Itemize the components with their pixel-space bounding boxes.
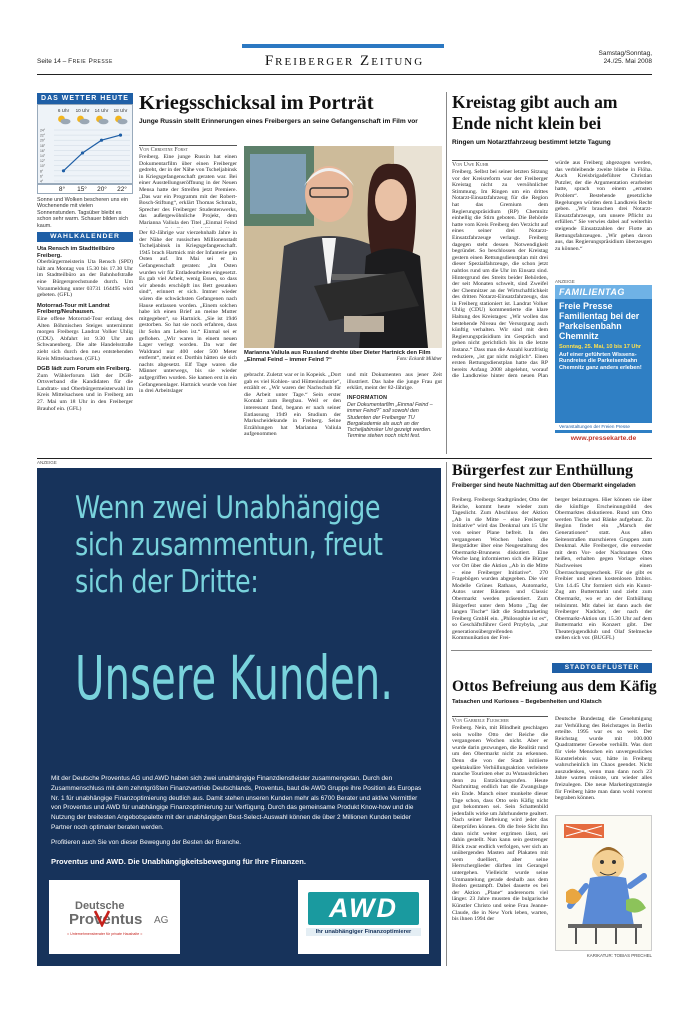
column-headline: Ottos Befreiung aus dem Käfig	[452, 678, 657, 695]
election-calendar	[37, 232, 133, 454]
ad-small-url[interactable]: www.pressekarte.de	[555, 433, 652, 450]
sun-cloud-icon	[96, 116, 108, 125]
column-separator	[446, 462, 447, 966]
proventus-logo	[49, 880, 180, 954]
page-label: Seite 14	[37, 58, 61, 65]
article2-col1: Freiberg. Selbst bei seiner letzten Sitzung vor der Kreisreform war der Freiberger Kreistag nicht zu versöhnlicher Stimmung. Im Ringen um ein drittes Notarzt-Einsatzfahrzeug für die Region hat das Gremium dem Regierungspräsidium (RP) Chemnitz einhellig die Stirn geboten. Die Behörde hatte vom Kreis Freiberg den Verzicht auf eines seiner drei Notarzt-Einsatzfahrzeuge verlangt. Freiberg dagegen steht dessen Notwendigkeit begründet. So beschlossen der Kreistag gestern einen Rettungsdienstplan mit drei dieser Spezialfahrzeuge, die schon jetzt nahtlos rund um die Uhr im Einsatz sind. Hintergrund des Streits beider Behörden, der seit Monaten schwelt, sind Zweifel der Chemnitzer an der Wirtschaftlichkeit des dritten Notarzt-Einsatzfahrzeugs, das in Freiberg stationiert ist. Landrat Volker Uhlig (CDU) kommentierte die klare Haltung des Kreistages: „Wir wollen das bestehende Niveau der Versorgung auch künftig verhalten. Wir sind mit dem Regierungspräsidium im Gespräch und gehen nicht gerichtlich bis in die letzte Instanz.“ Dass man die Anzahl kurzfristig reduziere, „ist gar nicht möglich“. Einen ersten Rettungsdienstplan hatte das RP bereits Anfang 2008 abgelehnt, worauf die Landkreise hinter dem neuen Plan	[452, 169, 548, 379]
article1-byline: Von Christine Forst	[139, 145, 237, 153]
weather-axis-label: 8°	[40, 169, 44, 174]
masthead-rule	[37, 74, 652, 75]
date-line-2: 24./25. Mai 2008	[603, 57, 652, 65]
otto-cartoon-illustration	[556, 816, 652, 951]
sun-cloud-icon	[77, 116, 89, 125]
weather-header: DAS WETTER HEUTE	[37, 93, 133, 104]
article2-subhead: Ringen um Notarztfahrzeug bestimmt letzte Tagung	[452, 139, 611, 146]
weather-box	[37, 93, 133, 229]
calendar-header: WAHLKALENDER	[37, 232, 133, 242]
photo-credit: Foto: Eckardt Mildner	[396, 356, 442, 362]
ad-small-banner: FAMILIENTAG	[555, 285, 652, 299]
calendar-entry-text: Oberbürgermeisterin Uta Rensch (SPD) hält am Montag von 15.30 bis 17.30 Uhr im Stadtteilbüro an der Bahnhofstraße eine Bürgersprechstunde durch. Um Voranmeldung unter 03731 164495 wird gebeten. (GFL)	[37, 259, 133, 299]
weather-temp-point	[100, 139, 103, 142]
big-ad-headline: Wenn zwei Unabhängige sich zusammentun, freut sich der Dritte:	[75, 490, 383, 600]
calendar-entry-text: Zum Wählerforum lädt der DGB-Ortsverband die Kandidaten für die Landrats- und Oberbürgermeisterwahl im Kreis Mittelsachsen und in Freiberg am 27. Mai um 18 Uhr in den Freiberger Brauhof ein. (GFL)	[37, 372, 133, 412]
awd-logo-main: AWD	[308, 892, 419, 925]
proventus-check-icon	[93, 909, 111, 927]
article2-headline: Kreistag gibt auch am Ende nicht klein bei	[452, 92, 618, 133]
portrait-photo	[244, 146, 442, 348]
sun-cloud-icon	[58, 116, 70, 125]
article3-col1: Freiberg. Freibergs Stadtgründer, Otto der Reiche, kommt heute wieder zum Tageslicht. Zum Abschluss der Aktion „Ab in die Mitte – eine Freiberger Initiative“ wird das Denkmal um 15 Uhr von seiner Plane befreit. In den vergangenen Wochen haben die Bergstädter über eine Neugestaltung des Obermarkt-Brunnens diskutiert. Eine Woche lang informierten sich die Bürger vor Ort über die Aktion „Ab in die Mitte – eine Freiberger Initiative“. 270 Fragebögen wurden abgegeben. Die vier Modelle Grünes Rathaus, Automarkt, Autos unter Bäumen und Classic Obermarkt werden präsentiert. Zum Bürgerfest unter dem Motto „Tag der langen Tische“ lädt die Stadtmarketing Freiberg GmbH ein. „Philosophie ist es“, so Geschäftsführer Gerd Przybyla, „zur generationsübergreifenden Kommunikation der Frei-	[452, 497, 548, 642]
article1-headline: Kriegsschicksal im Porträt	[139, 92, 374, 114]
temp-1: 8°	[58, 186, 66, 193]
weather-axis-label: 16°	[40, 148, 46, 153]
weather-time-label: 6 Uhr	[57, 108, 70, 113]
section-label: Freie Presse	[68, 58, 113, 65]
awd-logo	[298, 880, 429, 954]
article2-col2: würde aus Freiberg abgezogen werden, das verbleibende zweite bliebe in Flöha. Auch Kreisbrigadeführer Christian Putzler, der die Argumentation erarbeitet hatte, sprach von einem „ernsten Problem“. Bestehende gesetzliche Regelungen würden dem Landkreis Recht geben. „Wir brauchen drei Notarzt-Einsatzfahrzeuge, um unsere Pflicht zu erfüllen.“ Sie verwies dabei auf weiterhin steigende Einsatzzahlen der Flotte an Rettungsfahrzeugen. „Wir gehen davon aus, das Regierungspräsidium überzeugen zu können.“	[555, 160, 652, 252]
ad-small-desc: Auf einer geführten Wissens-Rundreise die Parkeisenbahn Chemnitz ganz anders erleben!	[559, 351, 642, 371]
temp-4: 22°	[117, 186, 127, 193]
weather-axis-label: 22°	[40, 133, 46, 138]
calendar-entry-text: Eine offene Motorrad-Tour entlang des Alten Böhmischen Steiges unternimmt morgen Freibergs Landrat Volker Uhlig (CDU). Abfahrt ist 9.30 Uhr am Schwanenberg. Die alte Handelsstraße zieht sich durch den neu entstehenden Kreis Mittelsachsen. (GFL)	[37, 315, 133, 362]
article1-col2: Der 82-Jährige war vierzehnhalb Jahre in der Nähe der russischen Millionenstadt Tscheljabinsk in Kriegsgefangenschaft. 1945 brach Hartnick mit der Infanterie gen Osten auf. Im Mai sei er in Gefangenschaft geraten: „Im Osten wurden wir für Entladearbeiten eingesetzt. Es gab viel Arbeit, wenig Essen, so dass wir abends erschöpft ins Bett gesunken sind“, erinnert er sich. Immer wieder wären die schwächsten Gefangenen nach Hause entlassen worden. „Einem solchen habe ich einen Brief an meine Mutter mitgegeben“, so Hartnick. „Sie ist 1946 gestorben. So hat sie noch erfahren, dass ihr Sohn am Leben ist.“ Einmal sei er geflohen. „Wir waren in einem neuen Lager verlegt worden. Da war der Waldrand nur 400 oder 500 Meter entfernt“, meint er. Dorthin hätten sie sich nachts abgesetzt. Elf Tage waren die Männer unterwegs, bis sie wieder aufgegriffen wurden. Sie kamen erst in ein Gefangenenlager. Hartnick wurde von hier in drei Arbeitslager	[139, 230, 237, 395]
ad-small-box	[555, 285, 652, 450]
big-ad-tagline: Unsere Kunden.	[75, 643, 394, 714]
weather-axis-label: 20°	[40, 138, 46, 143]
calendar-entry	[37, 366, 133, 412]
weather-axis-label: 10°	[40, 164, 46, 169]
weather-time-label: 10 Uhr	[75, 108, 90, 113]
weather-graphic	[37, 104, 133, 184]
calendar-entry	[37, 303, 133, 362]
weather-axis-label: 14°	[40, 154, 46, 158]
column-separator	[451, 650, 652, 651]
calendar-entry-title: DGB lädt zum Forum ein Freiberg.	[37, 366, 132, 373]
big-ad-body: Mit der Deutsche Proventus AG und AWD haben sich zwei unabhängige Finanzdienstleister zusammengetan. Durch den Zusammenschluss mit dem zehntgrößten Finanzvertrieb Deutschlands, Proventus, baut die AWD Gruppe ihre Position als Europas Nr. 1 für unabhängige Finanzoptimierung deutlich aus. Damit stehen unseren Kunden mehr als 6700 Berater und aktive Vermittler von Proventus und AWD für unabhängige Finanzoptimierung zur Verfügung. Durch das gemeinsame Produkt Know-how und die Nutzung der breitesten Angebotspalette mit der unabhängigen Best-Select-Auswahl können die über 2 Millionen Kunden beider Partner noch optimaler beraten werden.	[51, 775, 422, 831]
article1-info-label: INFORMATION	[347, 395, 388, 401]
weather-time-label: 14 Uhr	[94, 108, 109, 113]
caption-text: Marianna Valiula aus Russland drehte über Dieter Hartnick den Film „Einmal Feind – immer Feind ?“	[244, 350, 431, 363]
weather-axis-label: 4°	[40, 179, 44, 184]
article-buergerfest	[452, 461, 652, 645]
article2-byline: Von Uwe Kuhr	[452, 160, 548, 168]
weather-temp-point	[119, 134, 122, 137]
weather-axis-label: 12°	[40, 159, 46, 164]
weather-temp-point	[81, 151, 84, 154]
column-separator	[446, 92, 447, 454]
article1-col4: und mit Dokumenten aus jener Zeit illustriert. Das habe die junge Frau gut erklärt, meint der 82-Jährige.	[347, 372, 442, 392]
ad-small-footer: Veranstaltungen der Freien Presse	[555, 423, 652, 430]
date-line-1: Samstag/Sonntag,	[598, 50, 652, 57]
article1-photo	[244, 146, 442, 348]
ad-familientag	[555, 279, 652, 454]
article1-photo-caption	[244, 350, 442, 363]
article1-subhead: Junge Russin stellt Erinnerungen eines Freibergers an seine Gefangenschaft im Film vor	[139, 118, 418, 125]
big-ad-slogan: Proventus und AWD. Die Unabhängigkeitsbewegung für Ihre Finanzen.	[51, 857, 306, 866]
article-kriegsschicksal	[139, 92, 442, 452]
proventus-logo-top: Deutsche	[75, 900, 125, 912]
weather-axis-label: 18°	[40, 143, 46, 148]
weather-temps	[37, 184, 133, 194]
weather-temp-curve	[64, 135, 121, 171]
temp-3: 20°	[97, 186, 107, 193]
column-byline: Von Gabriele Fleischer	[452, 716, 548, 724]
ad-proventus-awd	[37, 468, 441, 966]
ad-small-title: Familientag bei der Parkeisenbahn Chemnitz	[559, 311, 640, 341]
date-block	[599, 50, 652, 65]
section-divider	[37, 458, 652, 459]
weather-temp-point	[62, 169, 65, 172]
big-ad-label: ANZEIGE	[37, 460, 57, 465]
article3-col2: berger beizutragen. Hier können sie über die künftige Erscheinungsbild des Obermarktes diskutieren. Rund um Otto werden Tische und Bänke aufgebaut. Zu Beginn findet ein „Marsch der Generationen“ statt. Aus allen Seitenstraßen marschieren Gruppen zum Denkmal. Alle Freiberger, die entweder mit dem Vor- oder Nachnamen Otto heißen, erhalten gegen Vorlage eines Nachweises einen Überraschungsgeschenk. Für sie gibt es Freibier und einen kostenlosen Imbiss. Um 14.45 Uhr formiert sich ein Kunst-Zug am Buttermarkt und zieht zum Obermarkt, wo er an der Enthüllung teilnimmt. Mit dabei ist dann auch der Freiberger Nadchor, der nach der Obermarkt-Aktion um 15.30 Uhr auf dem Buttermarkt ein Konzert gibt. Der Theaterjugendklub und Olaf Stelmecke stellen sich vor. (BUGFL)	[555, 497, 652, 642]
ad-small-brand: Freie Presse	[559, 301, 613, 311]
column-subhead: Tatsachen und Kurioses – Begebenheiten und Klatsch	[452, 699, 602, 705]
weather-chart	[38, 105, 134, 185]
proventus-logo-suffix: AG	[154, 915, 169, 926]
weather-time-label: 18 Uhr	[113, 108, 128, 113]
proventus-logo-main: Proventus	[69, 911, 143, 928]
article3-subhead: Freiberger sind heute Nachmittag auf den Obermarkt eingeladen	[452, 483, 636, 489]
paper-title: Freiberger Zeitung	[264, 53, 425, 69]
masthead	[37, 44, 652, 76]
article3-headline: Bürgerfest zur Enthüllung	[452, 462, 634, 479]
page-label-group: Seite 14 – Freie Presse	[37, 58, 113, 65]
article1-col1: Freiberg. Eine junge Russin hat einen Dokumentarfilm über einen Freiberger gedreht, der in der Nähe von Tscheljabinsk in Kriegsgefangenschaft geraten war. Bei einer Ausstellungseröffnung in der Neuen Mensa hatte der Streifen jetzt Premiere. „Das war ein Programm mit der Robert-Bosch-Stiftung“, erklärt Thomas Schmalz, Sprecher des Freiberger Studentenwerks, das außergewöhnliche Projekt, dem Marianna Valiula den Titel „Einmal Feind	[139, 154, 237, 226]
cartoon	[555, 815, 652, 951]
ad-small-label: ANZEIGE	[555, 279, 575, 284]
calendar-entry-title: Motorrad-Tour mit Landrat Freiberg/Neuhausen.	[37, 302, 110, 316]
column-stadtgefluester	[452, 663, 657, 966]
big-ad-profit: Profitieren auch Sie von dieser Bewegung der Besten der Branche.	[51, 839, 242, 846]
calendar-entry	[37, 246, 133, 299]
calendar-entry-title: Uta Rensch im Stadtteilbüro Freiberg.	[37, 246, 115, 259]
temp-2: 15°	[77, 186, 87, 193]
article1-info-text: Der Dokumentarfilm „Einmal Feind – immer Feind?“ soll sowohl den Studenten der Freiberger TU Bergakademie als auch an der Tscheljabinsker Uni gezeigt werden. Termine stehen noch nicht fest.	[347, 402, 433, 440]
weather-text: Sonne und Wolken bescheren uns ein Wochenende mit vielen Sonnenstunden. Tagsüber bleibt es schon sehr warm. Schauer bilden sich kaum.	[37, 197, 129, 229]
awd-logo-sub: Ihr unabhängiger Finanzoptimierer	[306, 928, 421, 936]
weather-axis-label: 6°	[40, 174, 44, 179]
article1-col3: gebracht. Zuletzt war er in Kopeisk. „Dort gab es viel Kohlen- und Hüttenindustrie“, erzählt er. „Wir waren der Nachschub für die Arbeit unter Tage.“ Sein erster Kontakt zum Bergbau. Weil er den interessant fand, begann er nach seiner Entlassung 1949 ein Studium der Markscheidekunde in Freiberg. Seine Erzählungen hat Marianna Valiula aufgenommen	[244, 372, 341, 438]
column-col2: Deutsche Bundestag die Genehmigung zur Verhüllung des Reichstages in Berlin erteilte. 1995 war es so weit. Der Reichstag wurde mit 100.000 Quadratmeter Gewebe verhüllt. Was dort für viele Menschen ein unvergessliches Kunsterlebnis war, hätte in Freiberg wahrscheinlich im Chaos geendet. Nicht auszudenken, wenn man dann noch 23 Jahre warten müsste, um wieder alles freizulegen. Die neue Marketingstrategie für Freiberg hätte man dann wohl vorerst begraben können.	[555, 716, 652, 802]
masthead-accent-bar	[242, 44, 444, 48]
cartoon-credit: KARIKATUR: TOBIAS PRECHEL	[586, 953, 652, 958]
sun-cloud-icon	[115, 116, 127, 125]
proventus-logo-sub: = Unternehmensberater für private Haushalte =	[67, 932, 143, 936]
ad-small-date: Sonntag, 25. Mai, 10 bis 17 Uhr	[559, 344, 642, 350]
column-label: STADTGEFLÜSTER	[552, 663, 652, 673]
column-col1: Freiberg. Nein, mit Blindheit geschlagen sein wollte Otto der Reiche die vergangenen Wochen nicht. Aber er wurde darin gezwungen, die Realität rund um den Obermarkt nicht zu erkennen. Denn die von der Stadt initiierte spektakuläre Verhüllungsaktion verleitete manche Touristen eher zu Wutausbrüchen denn zu Entzückungsrufen. Heute Nachmittag endlich hat die Zwangslage ein Ende. Manch einer munkelte dieser Tage schon, dass Otto sein Käfig nicht gut bekommen sei. Sein Schattenbild jedenfalls wirke um Jahrhunderte gealtert. Nach seiner Befreiung wird jeder das überprüfen können. Ob die freie Sicht ihn dann nicht weiter ergrimen lässt, sei dahin gestellt. Nun kann sein gestrenger Blick zwar endlich verfolgen, wer sich an unübergenden Masten auf Plakaten mit wem duelliert, aber seine Herrscherglieder dürften im Gerangel untergehen. Vielleicht wurde seine Ummantelung gerade deshalb aus dem Boden gestampft. Dabei dauerte es bei der Aktion „Plane“ anderenorts viel länger. 23 Jahre mussten die bulgarische Künstler Christo und seine Frau Jeanne-Claude, die in New York leben, warten, bis ihnen 1994 der	[452, 725, 548, 923]
weather-axis-label: 24°	[40, 128, 46, 133]
